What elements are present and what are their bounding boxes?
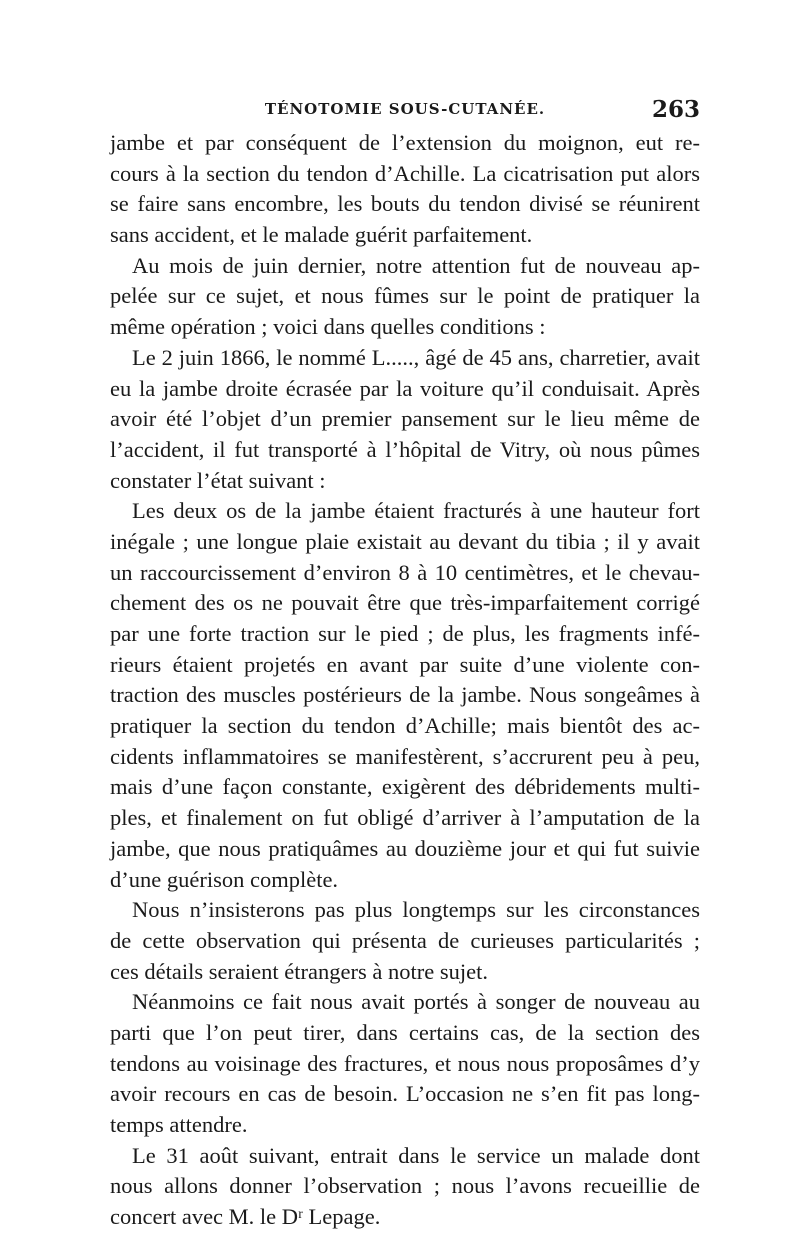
text-line: par une forte traction sur le pied ; de plus, les fragments infé- <box>110 621 700 646</box>
text-line: d’une guérison complète. <box>110 866 339 892</box>
text-line: de cette observation qui présenta de curieuses particularités ; <box>110 927 700 953</box>
text-line: se faire sans encombre, les bouts du tendon divisé se réunirent <box>110 191 700 217</box>
text-line: cidents inflammatoires se manifestèrent, s’accrurent peu à peu, <box>110 743 700 769</box>
text-line: temps attendre. <box>110 1112 248 1137</box>
text-line: Le 31 août suivant, entrait dans le service un malade dont <box>132 1142 700 1168</box>
text-line: chement des os ne pouvait être que très-imparfaitement corrigé <box>110 590 700 616</box>
text-line: Au mois de juin dernier, notre attention fut de nouveau ap- <box>132 252 700 278</box>
running-head: TÉNOTOMIE SOUS-CUTANÉE. <box>264 100 546 118</box>
text-line: même opération ; voici dans quelles conditions : <box>110 314 546 340</box>
text-line: constater l’état suivant : <box>110 467 326 493</box>
body-text <box>110 128 700 1233</box>
text-line: eu la jambe droite écrasée par la voiture qu’il conduisait. Après <box>110 375 700 401</box>
text-line: jambe, que nous pratiquâmes au douzième jour et qui fut suivie <box>110 835 700 861</box>
text-line: avoir été l’objet d’un premier pansement sur le lieu même de <box>110 406 700 432</box>
text-line: Le 2 juin 1866, le nommé L....., âgé de 45 ans, charretier, avait <box>132 344 700 370</box>
text-line: Les deux os de la jambe étaient fracturés à une hauteur fort <box>132 498 700 524</box>
text-line: parti que l’on peut tirer, dans certains cas, de la section des <box>110 1019 700 1045</box>
text-line: traction des muscles postérieurs de la jambe. Nous songeâmes à <box>110 682 700 708</box>
text-line: l’accident, il fut transporté à l’hôpital de Vitry, où nous pûmes <box>110 436 700 462</box>
text-line: Nous n’insisterons pas plus longtemps sur les circonstances <box>132 897 700 923</box>
text-line: pratiquer la section du tendon d’Achille; mais bientôt des ac- <box>110 713 700 739</box>
page-header <box>110 96 700 126</box>
text-line: ples, et finalement on fut obligé d’arriver à l’amputation de la <box>110 805 700 831</box>
page-number: 263 <box>651 96 700 123</box>
text-line: mais d’une façon constante, exigèrent des débridements multi- <box>110 774 700 800</box>
text-line: jambe et par conséquent de l’extension du moignon, eut re- <box>110 130 700 155</box>
text-line: nous allons donner l’observation ; nous l’avons recueillie de <box>110 1173 700 1199</box>
text-line: Néanmoins ce fait nous avait portés à songer de nouveau au <box>132 989 700 1015</box>
text-line: ces détails seraient étrangers à notre sujet. <box>110 958 488 984</box>
text-line: tendons au voisinage des fractures, et nous nous proposâmes d’y <box>110 1050 700 1076</box>
text-line: concert avec M. le Dʳ Lepage. <box>110 1204 381 1230</box>
text-line: un raccourcissement d’environ 8 à 10 centimètres, et le chevau- <box>110 559 700 585</box>
text-line: sans accident, et le malade guérit parfaitement. <box>110 222 533 248</box>
text-line: cours à la section du tendon d’Achille. La cicatrisation put alors <box>110 160 700 186</box>
text-line: pelée sur ce sujet, et nous fûmes sur le point de pratiquer la <box>110 283 700 309</box>
text-line: inégale ; une longue plaie existait au devant du tibia ; il y avait <box>110 528 700 554</box>
text-line: rieurs étaient projetés en avant par suite d’une violente con- <box>110 651 700 677</box>
text-line: avoir recours en cas de besoin. L’occasion ne s’en fit pas long- <box>110 1081 700 1107</box>
